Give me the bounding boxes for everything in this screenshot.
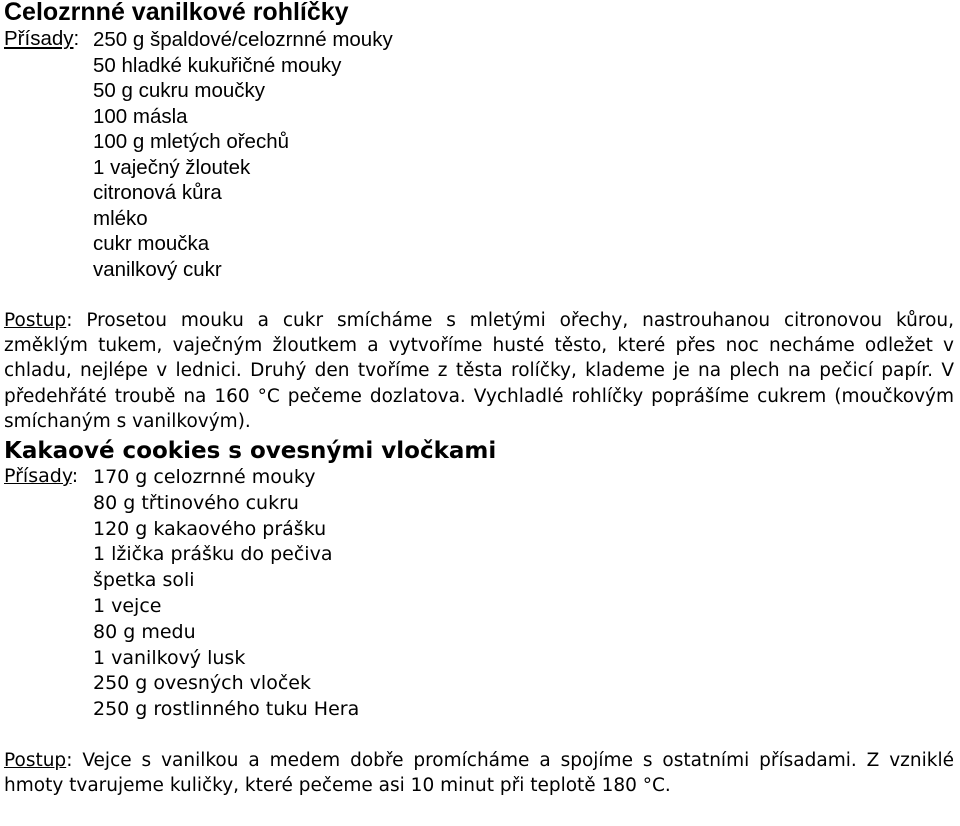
ingredient-item: vanilkový cukr: [93, 257, 222, 281]
recipe-title: Celozrnné vanilkové rohlíčky: [4, 0, 349, 26]
ingredient-item: 1 lžička prášku do pečiva: [93, 543, 333, 566]
ingredient-item: 80 g medu: [93, 620, 196, 643]
ingredient-item: 80 g třtinového cukru: [93, 491, 299, 514]
method-label: Postup: [4, 749, 67, 771]
recipe-title: Kakaové cookies s ovesnými vločkami: [4, 438, 497, 465]
ingredients-block: [4, 465, 954, 723]
ingredients-heading: Přísady:: [4, 465, 79, 488]
ingredient-item: 250 g rostlinného tuku Hera: [93, 698, 360, 721]
ingredient-item: 170 g celozrnné mouky: [93, 466, 316, 489]
ingredient-item: špetka soli: [93, 569, 195, 592]
ingredients-label: Přísady: [4, 465, 72, 488]
ingredient-item: mléko: [93, 206, 148, 230]
ingredient-item: 50 g cukru moučky: [93, 79, 266, 102]
ingredient-item: citronová kůra: [93, 181, 222, 204]
ingredients-list: [93, 27, 393, 282]
ingredient-item: 250 g ovesných vloček: [93, 672, 311, 695]
ingredient-item: 1 vejce: [93, 595, 162, 617]
ingredient-item: 100 g mletých ořechů: [93, 130, 290, 153]
ingredient-item: cukr moučka: [93, 232, 210, 255]
ingredient-item: 100 másla: [93, 104, 188, 128]
recipe-section-2: [4, 437, 954, 798]
recipe-section-1: [4, 0, 954, 434]
ingredients-list: [93, 465, 359, 723]
method-paragraph: Postup: Vejce s vanilkou a medem dobře promícháme a spojíme s ostatními přísadami. Z vzniklé hmoty tvarujeme kuličky, které pečeme asi 10 minut při teplotě 180 °C.: [4, 749, 954, 796]
ingredient-item: 50 hladké kukuřičné mouky: [93, 53, 342, 77]
ingredient-item: 250 g špaldové/celozrnné mouky: [93, 28, 393, 51]
ingredients-heading: Přísady:: [4, 27, 80, 50]
method-paragraph: Postup: Prosetou mouku a cukr smícháme s mletými ořechy, nastrouhanou citronovou kůrou, změklým tukem, vaječným žloutkem a vytvoříme husté těsto, které přes noc necháme odležet v chladu, nejlépe v lednici. Druhý den tvoříme z těsta rolíčky, klademe je na plech na pečicí papír. V předehřáté troubě na 160 °C pečeme dozlatova. Vychladlé rohlíčky poprášíme cukrem (moučkovým smíchaným s vanilkovým).: [4, 310, 954, 432]
method-text: Prosetou mouku a cukr smícháme s mletými ořechy, nastrouhanou citronovou kůrou, změklým tukem, vaječným žloutkem a vytvoříme husté těsto, které přes noc necháme odležet v chladu, nejlépe v lednici. Druhý den tvoříme z těsta rolíčky, klademe je na plech na pečicí papír. V předehřáté troubě na 160 °C pečeme dozlatova. Vychladlé rohlíčky poprášíme cukrem (moučkovým smíchaným s vanilkovým).: [4, 310, 954, 432]
ingredient-item: 1 vaječný žloutek: [93, 155, 251, 179]
ingredients-label: Přísady: [4, 27, 74, 50]
ingredient-item: 1 vanilkový lusk: [93, 646, 246, 669]
ingredient-item: 120 g kakaového prášku: [93, 517, 327, 540]
ingredients-block: [4, 27, 954, 282]
method-label: Postup: [4, 310, 67, 331]
method-text: Vejce s vanilkou a medem dobře promícháme a spojíme s ostatními přísadami. Z vzniklé hmoty tvarujeme kuličky, které pečeme asi 10 minut při teplotě 180 °C.: [4, 749, 954, 796]
